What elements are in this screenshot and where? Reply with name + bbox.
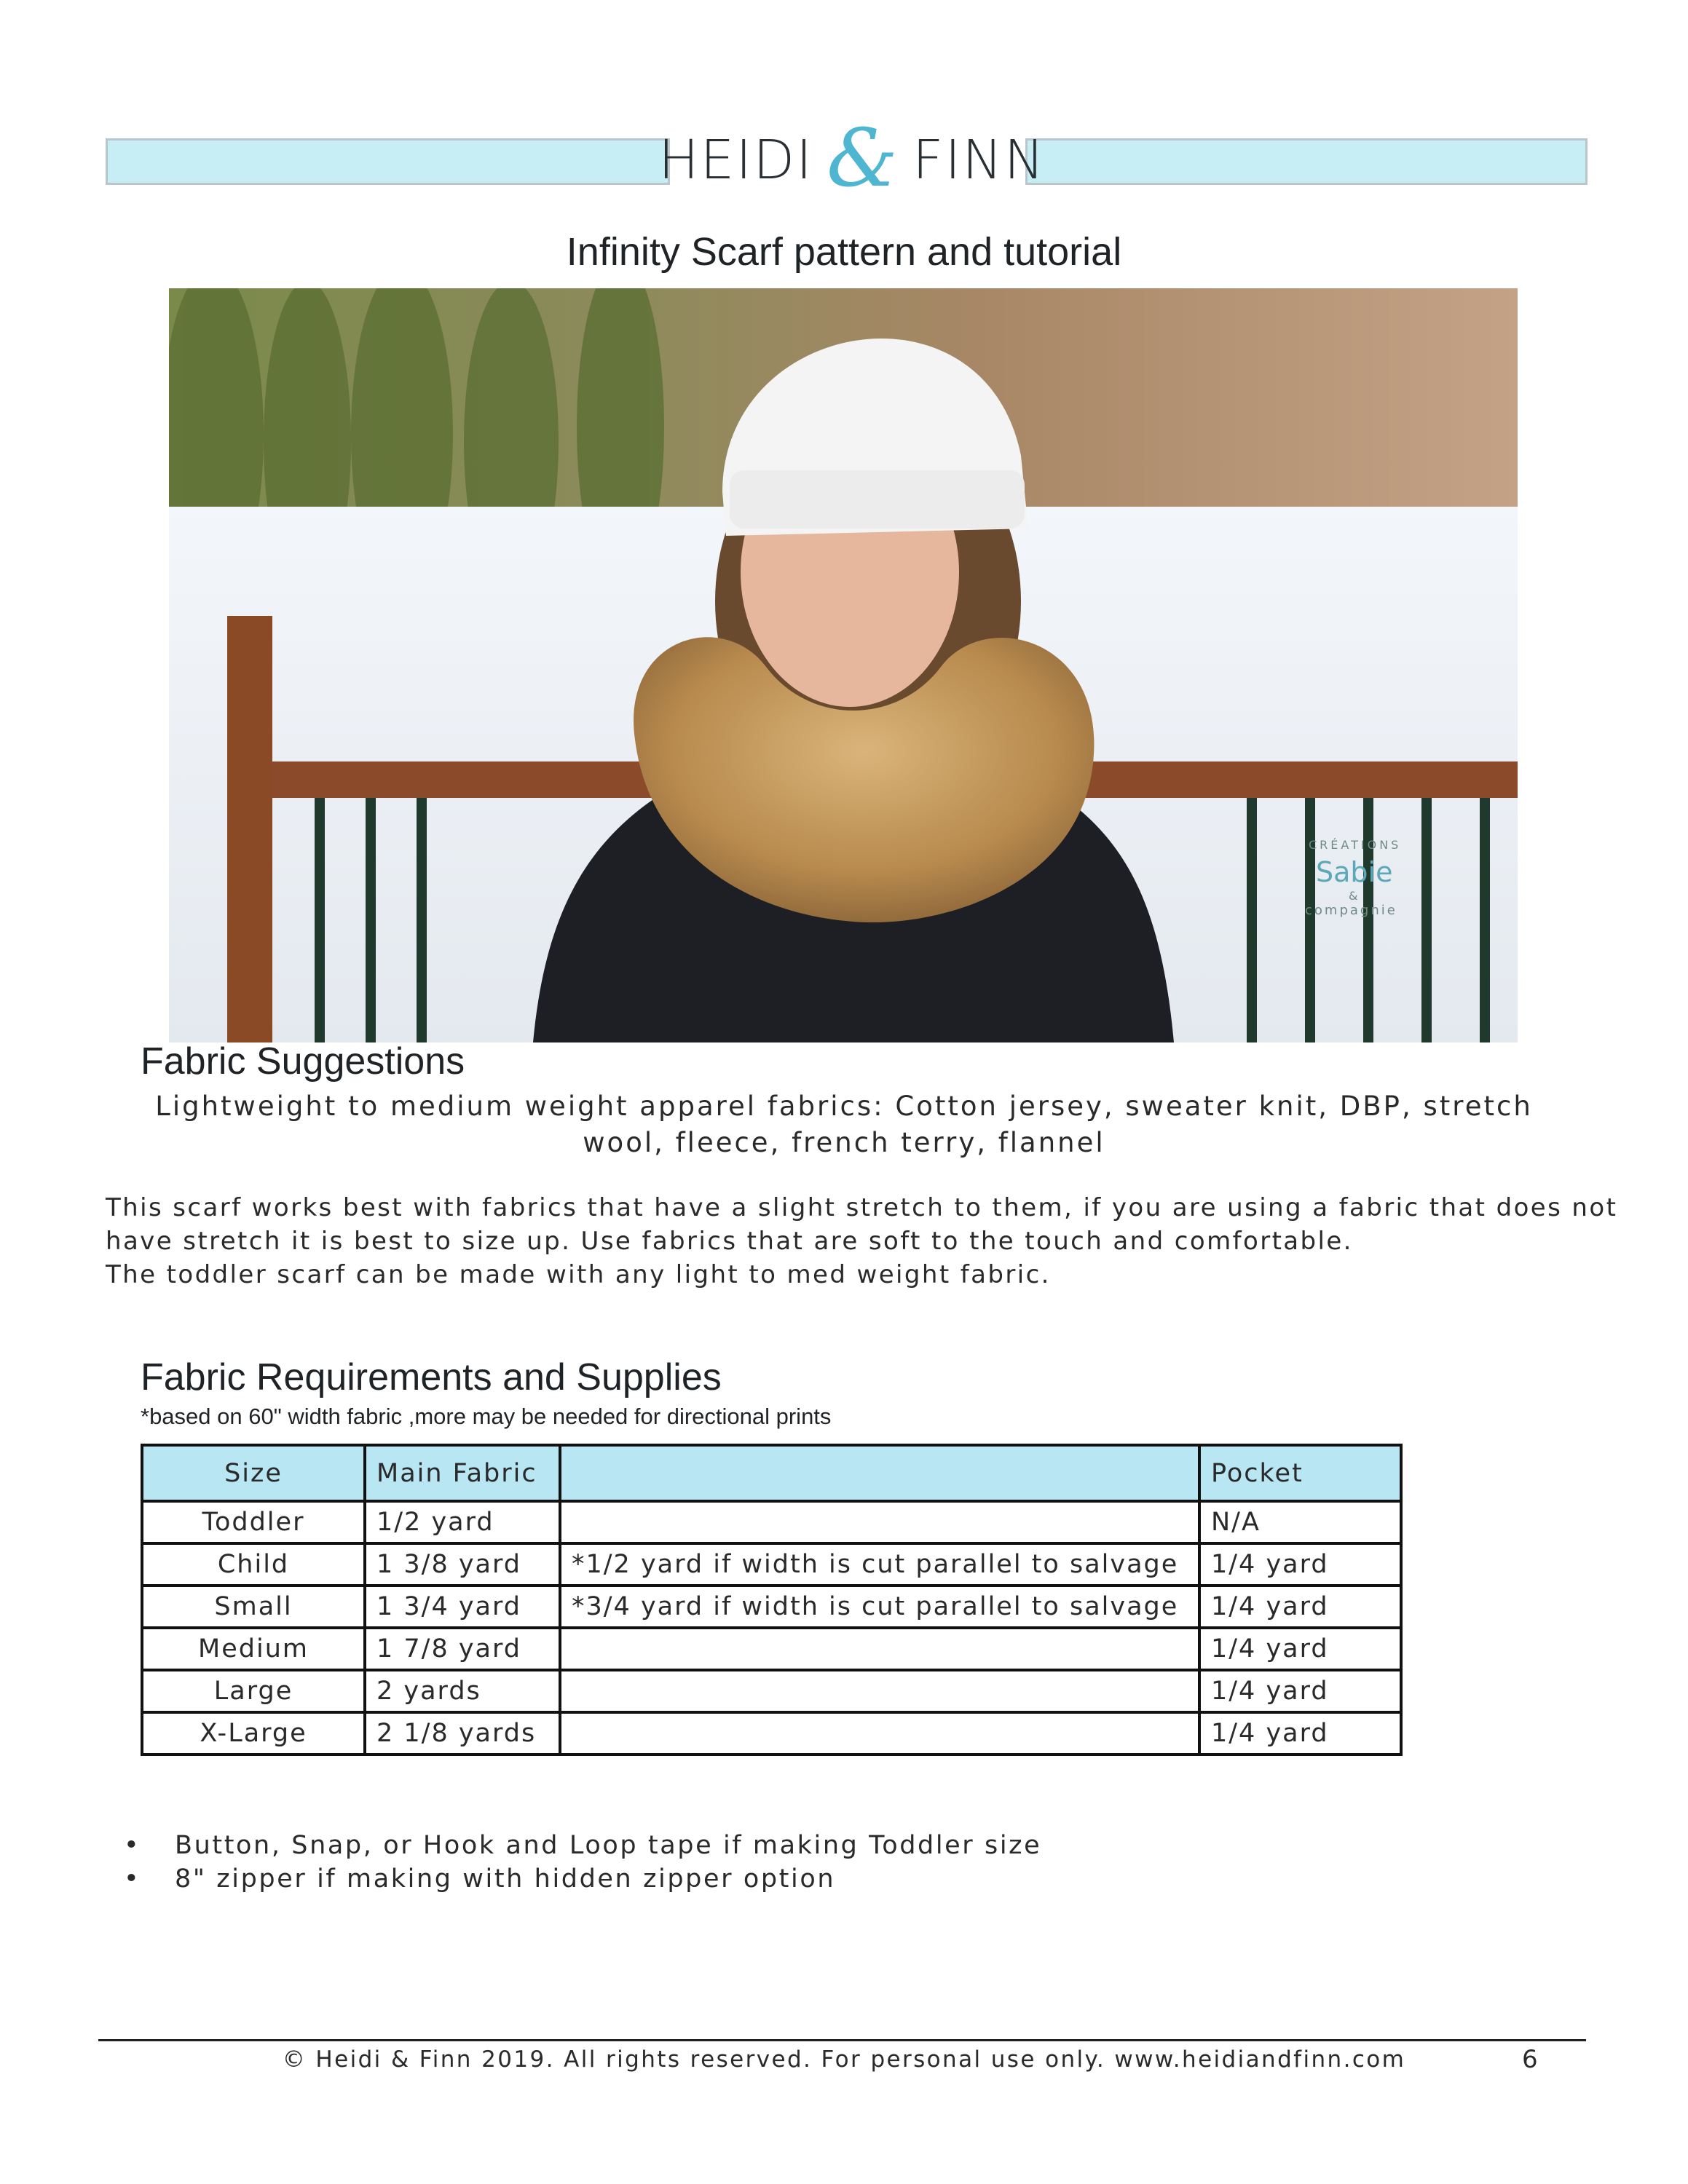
table-row (142, 1712, 1401, 1754)
cell-size: Small (142, 1586, 365, 1628)
page-title: Infinity Scarf pattern and tutorial (566, 230, 1122, 274)
cell-pocket: 1/4 yard (1199, 1543, 1401, 1586)
table-row (142, 1543, 1401, 1586)
header-bar-left (106, 138, 670, 185)
cell-pocket: 1/4 yard (1199, 1712, 1401, 1754)
cell-notes (560, 1501, 1199, 1543)
requirements-note: *based on 60" width fabric ,more may be needed for directional prints (141, 1404, 832, 1429)
fabric-suggestions-heading: Fabric Suggestions (141, 1040, 465, 1083)
cell-pocket: 1/4 yard (1199, 1628, 1401, 1670)
cell-size: Medium (142, 1628, 365, 1670)
fabric-note-line: have stretch it is best to size up. Use fabrics that are soft to the touch and comfortable. (106, 1227, 1353, 1256)
list-item: • Button, Snap, or Hook and Loop tape if making Toddler size (124, 1829, 1041, 1862)
photo-illustration (169, 288, 1518, 1042)
cell-main-fabric: 2 1/8 yards (365, 1712, 560, 1754)
footer-copyright: © Heidi & Finn 2019. All rights reserved. For personal use only. www.heidiandfinn.com (282, 2046, 1406, 2073)
requirements-heading: Fabric Requirements and Supplies (141, 1356, 722, 1398)
model-photo (169, 288, 1518, 1042)
cell-notes (560, 1628, 1199, 1670)
table-row (142, 1586, 1401, 1628)
table-row (142, 1628, 1401, 1670)
svg-text:compagnie: compagnie (1305, 903, 1397, 918)
table-row (142, 1501, 1401, 1543)
page-number: 6 (1522, 2045, 1538, 2074)
table-row (142, 1670, 1401, 1712)
cell-pocket: N/A (1199, 1501, 1401, 1543)
cell-main-fabric: 1 7/8 yard (365, 1628, 560, 1670)
cell-main-fabric: 1 3/4 yard (365, 1586, 560, 1628)
header-bar-right (1025, 138, 1588, 185)
logo-ampersand: & (827, 111, 899, 205)
fabric-note-line: The toddler scarf can be made with any light to med weight fabric. (106, 1260, 1051, 1289)
fabric-notes-paragraph (106, 1191, 1635, 1291)
header-pocket: Pocket (1199, 1445, 1401, 1501)
footer-divider (98, 2039, 1586, 2041)
cell-notes (560, 1670, 1199, 1712)
cell-notes (560, 1712, 1199, 1754)
brand-logo (658, 111, 1046, 205)
cell-main-fabric: 1/2 yard (365, 1501, 560, 1543)
svg-text:Sabie: Sabie (1316, 856, 1393, 888)
header-main-fabric: Main Fabric (365, 1445, 560, 1501)
header-size: Size (142, 1445, 365, 1501)
cell-size: Large (142, 1670, 365, 1712)
fabric-requirements-table (141, 1444, 1403, 1756)
cell-notes: *3/4 yard if width is cut parallel to salvage (560, 1586, 1199, 1628)
cell-pocket: 1/4 yard (1199, 1586, 1401, 1628)
cell-main-fabric: 1 3/8 yard (365, 1543, 560, 1586)
fabric-note-line: This scarf works best with fabrics that have a slight stretch to them, if you are using a fabric that does not (106, 1193, 1618, 1222)
svg-text:&: & (1349, 889, 1358, 903)
supplies-list (124, 1829, 1041, 1896)
cell-main-fabric: 2 yards (365, 1670, 560, 1712)
photo-watermark (1305, 838, 1401, 918)
cell-size: X-Large (142, 1712, 365, 1754)
fabric-suggestions-text: Lightweight to medium weight apparel fabrics: Cotton jersey, sweater knit, DBP, stretch wool, fleece, french terry, flannel (155, 1091, 1533, 1158)
header-notes (560, 1445, 1199, 1501)
logo-text-right: FINN (912, 129, 1046, 191)
svg-text:CRÉATIONS: CRÉATIONS (1309, 838, 1402, 852)
cell-size: Toddler (142, 1501, 365, 1543)
list-item: • 8" zipper if making with hidden zipper option (124, 1862, 1041, 1896)
cell-notes: *1/2 yard if width is cut parallel to salvage (560, 1543, 1199, 1586)
cell-pocket: 1/4 yard (1199, 1670, 1401, 1712)
cell-size: Child (142, 1543, 365, 1586)
table-header-row (142, 1445, 1401, 1501)
logo-text-left: HEIDI (658, 129, 813, 191)
